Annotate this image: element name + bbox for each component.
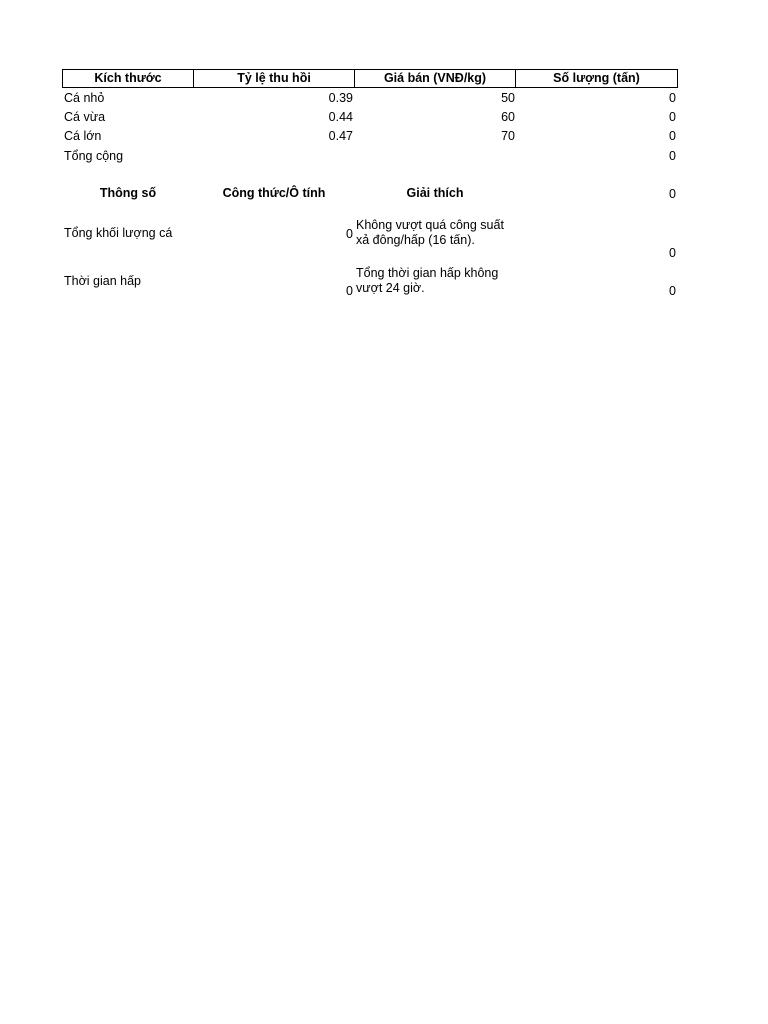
- row-small-price: 50: [501, 91, 515, 105]
- row-medium-price: 60: [501, 110, 515, 124]
- total-qty: 0: [669, 149, 676, 163]
- header-explanation: Giải thích: [406, 186, 464, 200]
- header-recovery-rate: Tỷ lệ thu hồi: [193, 69, 355, 88]
- row-total-weight-formula: 0: [346, 227, 353, 241]
- header-extra-value: 0: [669, 187, 676, 201]
- row-small-qty: 0: [669, 91, 676, 105]
- header-price: Giá bán (VNĐ/kg): [354, 69, 516, 88]
- header-quantity: Số lượng (tấn): [515, 69, 678, 88]
- row-large-qty: 0: [669, 129, 676, 143]
- row-small-label: Cá nhỏ: [64, 91, 105, 105]
- row-medium-qty: 0: [669, 110, 676, 124]
- row-steam-time-label: Thời gian hấp: [64, 274, 141, 288]
- header-size: Kích thước: [62, 69, 194, 88]
- total-label: Tổng cộng: [64, 149, 124, 163]
- header-parameter: Thông số: [99, 186, 157, 200]
- row-small-ratio: 0.39: [328, 91, 353, 105]
- row-large-ratio: 0.47: [328, 129, 353, 143]
- row-steam-time-note: Tổng thời gian hấp không vượt 24 giờ.: [356, 266, 499, 295]
- row-large-label: Cá lớn: [64, 129, 102, 143]
- row-total-weight-label: Tổng khối lượng cá: [64, 226, 173, 240]
- row-medium-ratio: 0.44: [328, 110, 353, 124]
- row-medium-label: Cá vừa: [64, 110, 106, 124]
- header-formula: Công thức/Ô tính: [222, 186, 326, 200]
- row-total-weight-extra: 0: [669, 246, 676, 260]
- row-steam-time-extra: 0: [669, 284, 676, 298]
- row-total-weight-note: Không vượt quá công suất xả đông/hấp (16 tấn).: [356, 218, 504, 247]
- row-large-price: 70: [501, 129, 515, 143]
- row-steam-time-formula: 0: [346, 284, 353, 298]
